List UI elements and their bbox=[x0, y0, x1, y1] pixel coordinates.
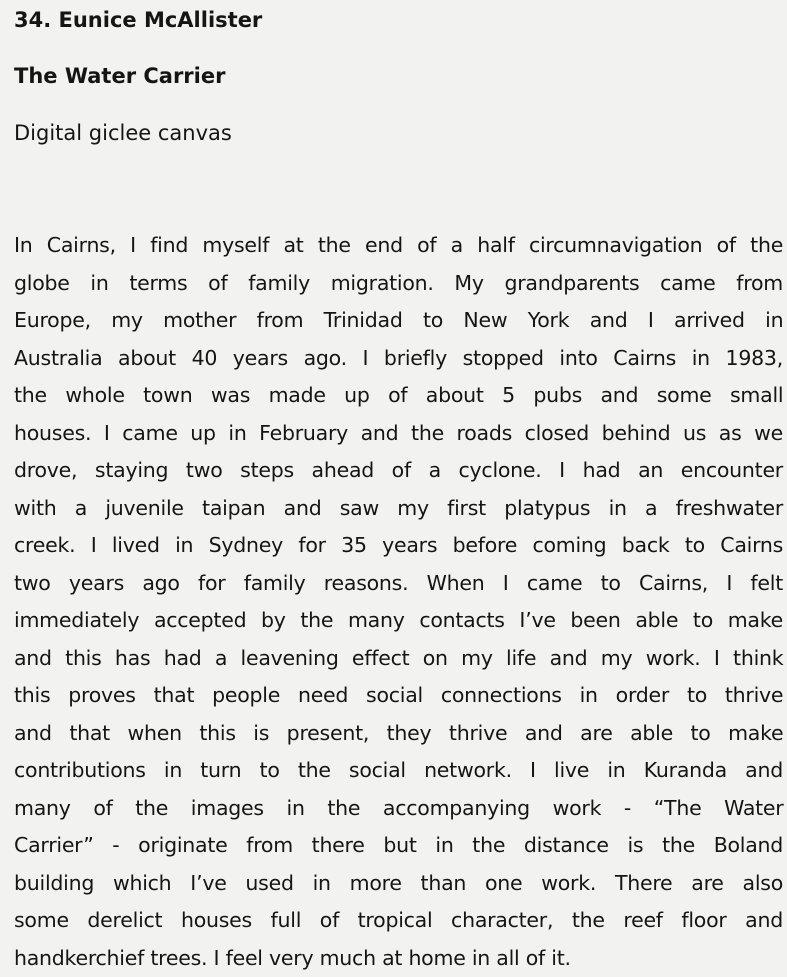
statement-line: and this has had a leavening effect on my life and my work. I think bbox=[14, 640, 783, 678]
statement-line: creek. I lived in Sydney for 35 years before coming back to Cairns bbox=[14, 527, 783, 565]
statement-line: this proves that people need social connections in order to thrive bbox=[14, 677, 783, 715]
statement-line: drove, staying two steps ahead of a cyclone. I had an encounter bbox=[14, 452, 783, 490]
statement-line: with a juvenile taipan and saw my first platypus in a freshwater bbox=[14, 490, 783, 528]
artist-heading: 34. Eunice McAllister bbox=[14, 8, 262, 33]
artwork-medium: Digital giclee canvas bbox=[14, 121, 232, 146]
statement-line: the whole town was made up of about 5 pubs and some small bbox=[14, 377, 783, 415]
statement-line: Carrier” - originate from there but in the distance is the Boland bbox=[14, 827, 783, 865]
statement-line: Europe, my mother from Trinidad to New York and I arrived in bbox=[14, 302, 783, 340]
statement-line: handkerchief trees. I feel very much at home in all of it. bbox=[14, 940, 783, 977]
statement-line: contributions in turn to the social network. I live in Kuranda and bbox=[14, 752, 783, 790]
statement-line: two years ago for family reasons. When I came to Cairns, I felt bbox=[14, 565, 783, 603]
statement-line: some derelict houses full of tropical character, the reef floor and bbox=[14, 902, 783, 940]
statement-line: immediately accepted by the many contacts I’ve been able to make bbox=[14, 602, 783, 640]
statement-line: globe in terms of family migration. My grandparents came from bbox=[14, 265, 783, 303]
statement-line: houses. I came up in February and the roads closed behind us as we bbox=[14, 415, 783, 453]
statement-line: Australia about 40 years ago. I briefly stopped into Cairns in 1983, bbox=[14, 340, 783, 378]
statement-line: and that when this is present, they thrive and are able to make bbox=[14, 715, 783, 753]
statement-line: many of the images in the accompanying work - “The Water bbox=[14, 790, 783, 828]
statement-line: building which I’ve used in more than one work. There are also bbox=[14, 865, 783, 903]
artwork-title: The Water Carrier bbox=[14, 64, 225, 89]
statement-line: In Cairns, I find myself at the end of a half circumnavigation of the bbox=[14, 227, 783, 265]
artist-statement bbox=[14, 227, 783, 977]
